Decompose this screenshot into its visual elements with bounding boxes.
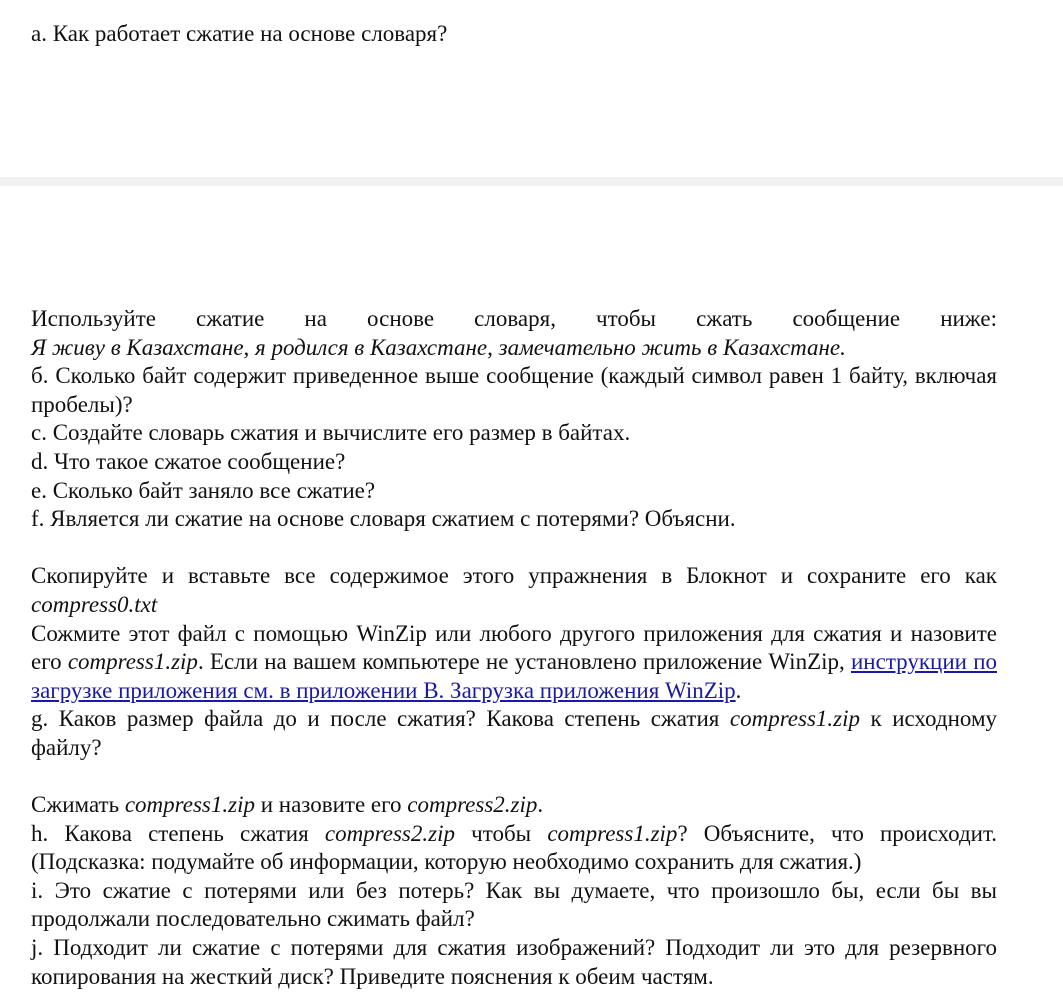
filename-compress2: compress2.zip xyxy=(407,792,538,818)
question-a: а. Как работает сжатие на основе словаря? xyxy=(31,21,448,46)
zip-instruction-text-2: . Если на вашем компьютере не установлено приложение WinZip, xyxy=(197,649,845,675)
task-intro: Используйте сжатие на основе словаря, чтобы сжать сообщение ниже: xyxy=(31,306,997,331)
blank-line-2 xyxy=(31,763,997,792)
period: . xyxy=(735,677,742,703)
question-e: e. Сколько байт заняло все сжатие? xyxy=(31,477,376,503)
winzip-download-link[interactable]: инструкции по загрузке приложения см. в приложении B. Загрузка приложения WinZip xyxy=(31,649,997,703)
question-h-text-1: h. Какова степень сжатия xyxy=(31,820,309,846)
question-i: i. Это сжатие с потерями или без потерь? Как вы думаете, что произошло бы, если бы вы продолжали последовательно сжимать файл? xyxy=(31,877,997,932)
question-f: f. Является ли сжатие на основе словаря сжатием с потерями? Объясни. xyxy=(31,506,736,532)
question-c: c. Создайте словарь сжатия и вычислите его размер в байтах. xyxy=(31,420,631,446)
compress-again xyxy=(31,791,997,820)
question-d: d. Что такое сжатое сообщение? xyxy=(31,448,346,474)
zip-instruction-text-1: Сожмите этот файл с помощью WinZip или любого другого приложения для сжатия и назовите его xyxy=(31,620,997,675)
filename-compress1-h: compress1.zip xyxy=(547,820,678,846)
compress-again-text-2: и назовите его xyxy=(260,792,402,818)
question-h-text-2: чтобы xyxy=(471,820,532,846)
copy-instruction xyxy=(31,562,997,619)
question-h xyxy=(31,820,997,877)
compress-again-text-1: Сжимать xyxy=(31,792,120,818)
question-h-text-3: ? Объясните, что происходит. (Подсказка: подумайте об информации, которую необходимо сохранить для сжатия.) xyxy=(31,820,998,875)
zip-instruction xyxy=(31,620,997,706)
filename-compress1: compress1.zip xyxy=(67,649,198,675)
filename-compress0: compress0.txt xyxy=(31,591,158,617)
question-j: j. Подходит ли сжатие с потерями для сжатия изображений? Подходит ли это для резервного копирования на жесткий диск? Приведите пояснения к обеим частям. xyxy=(31,935,997,989)
filename-compress1-g: compress1.zip xyxy=(729,706,860,732)
section-divider xyxy=(0,177,1063,186)
copy-instruction-text: Скопируйте и вставьте все содержимое этого упражнения в Блокнот и сохраните его как xyxy=(31,563,997,589)
question-g-text-1: g. Каков размер файла до и после сжатия? Какова степень сжатия xyxy=(31,706,720,732)
period-2: . xyxy=(537,792,544,818)
blank-line xyxy=(31,534,997,563)
exercise-body xyxy=(31,305,997,991)
filename-compress2-h: compress2.zip xyxy=(324,820,455,846)
question-g xyxy=(31,705,997,762)
sample-message xyxy=(31,334,997,363)
filename-compress1-c: compress1.zip xyxy=(124,792,255,818)
question-g-text-2: к исходному файлу? xyxy=(31,706,997,760)
question-b: б. Сколько байт содержит приведенное выше сообщение (каждый символ равен 1 байту, включая пробелы)? xyxy=(31,363,997,417)
sample-message-text: Я живу в Казахстане, я родился в Казахстане, замечательно жить в Казахстане. xyxy=(31,334,846,360)
